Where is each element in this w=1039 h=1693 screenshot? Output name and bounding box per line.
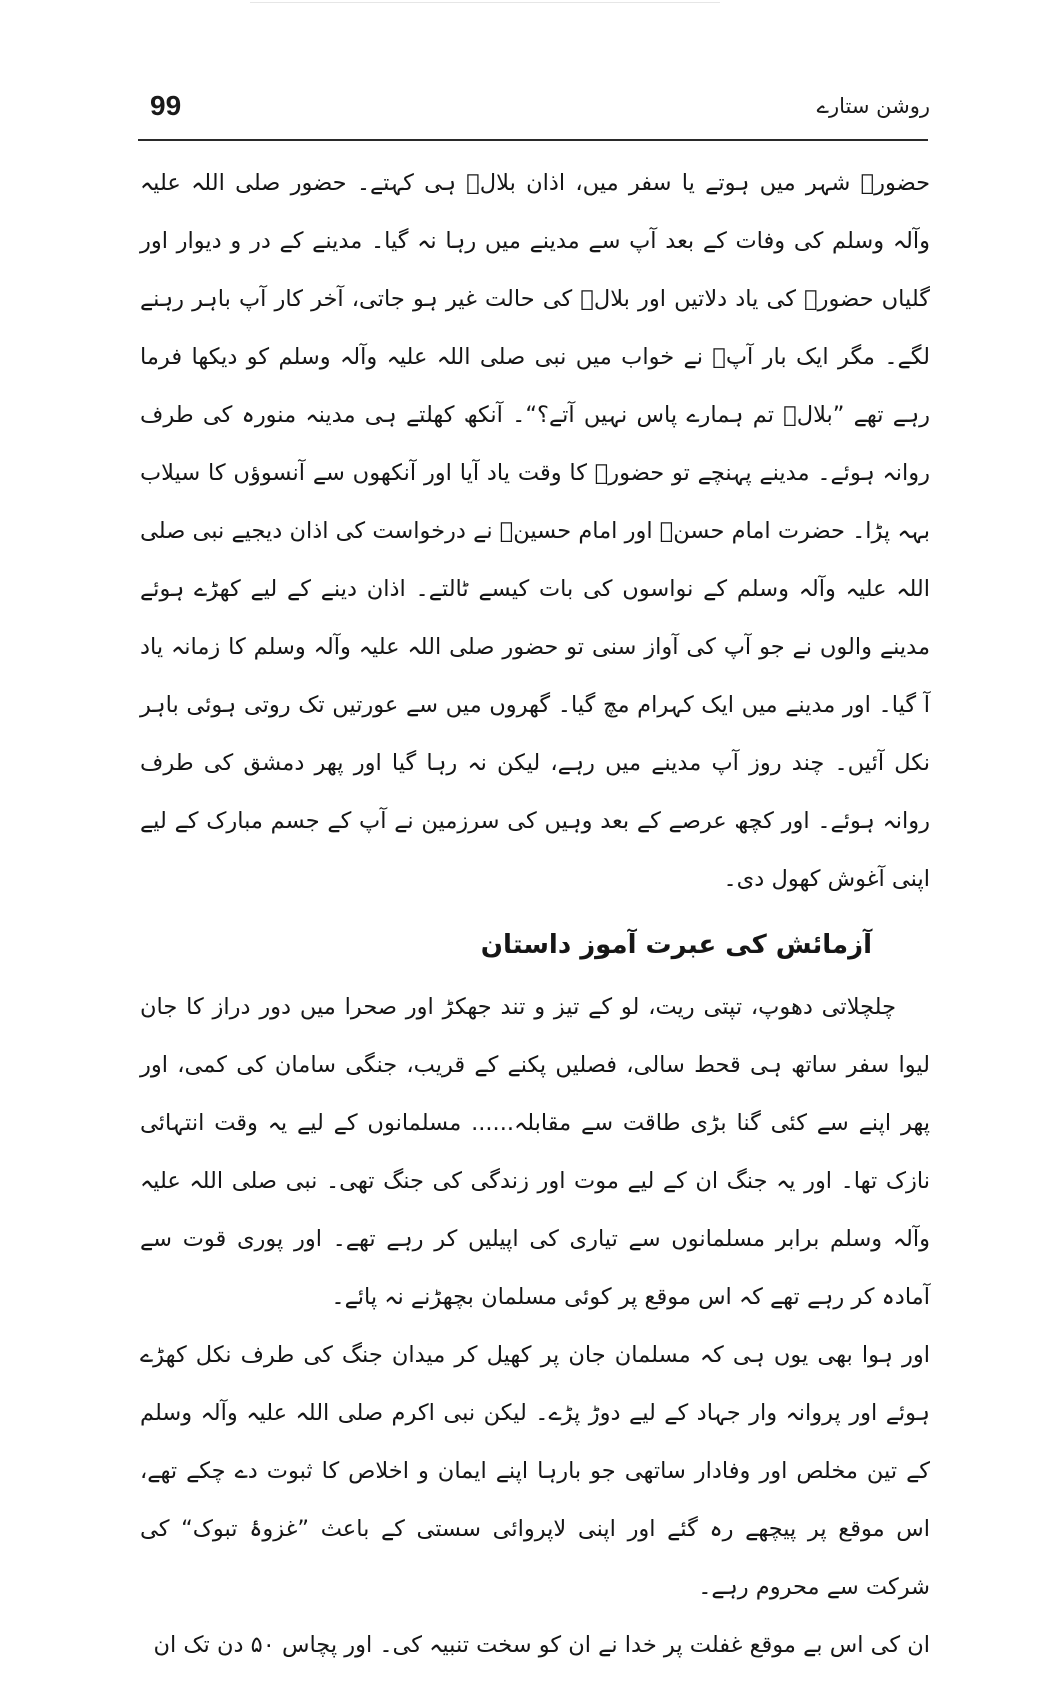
page-header bbox=[140, 90, 930, 138]
header-rule bbox=[138, 139, 928, 141]
section-heading: آزمائش کی عبرت آموز داستان bbox=[480, 930, 872, 960]
page-number: 99 bbox=[150, 90, 182, 121]
paragraph-tabuk-intro: چلچلاتی دھوپ، تپتی ریت، لو کے تیز و تند جھکڑ اور صحرا میں دور دراز کا جان لیوا سفر ساتھ ہی قحط سالی، فصلیں پکنے کے قریب، جنگی سامان کی کمی، اور پھر اپنے سے کئی گنا بڑی طاقت سے مقابلہ...... مسلمانوں کے لیے یہ وقت انتہائی نازک تھا۔ اور یہ جنگ ان کے لیے موت اور زندگی کی جنگ تھی۔ نبی صلی اللہ علیہ وآلہ وسلم برابر مسلمانوں سے تیاری کی اپیلیں کر رہے تھے۔ اور پوری قوت سے آمادہ کر رہے تھے کہ اس موقع پر کوئی مسلمان بچھڑنے نہ پائے۔ bbox=[140, 994, 930, 1310]
scan-edge-mark bbox=[250, 2, 720, 9]
paragraph-fifty-days: ان کی اس بے موقع غفلت پر خدا نے ان کو سخت تنبیہ کی۔ اور پچاس ۵۰ دن تک ان bbox=[153, 1632, 930, 1658]
paragraph-bilal: حضورؐ شہر میں ہوتے یا سفر میں، اذان بلالؓ ہی کہتے۔ حضور صلی اللہ علیہ وآلہ وسلم کی وفات کے بعد آپ سے مدینے میں رہا نہ گیا۔ مدینے کے در و دیوار اور گلیاں حضورؐ کی یاد دلاتیں اور بلالؓ کی حالت غیر ہو جاتی، آخر کار آپ باہر رہنے لگے۔ مگر ایک بار آپؓ نے خواب میں نبی صلی اللہ علیہ وآلہ وسلم کو دیکھا فرما رہے تھے ”بلالؓ تم ہمارے پاس نہیں آتے؟“۔ آنکھ کھلتے ہی مدینہ منورہ کی طرف روانہ ہوئے۔ مدینے پہنچے تو حضورؐ کا وقت یاد آیا اور آنکھوں سے آنسوؤں کا سیلاب بہہ پڑا۔ حضرت امام حسنؓ اور امام حسینؓ نے درخواست کی اذان دیجیے نبی صلی اللہ علیہ وآلہ وسلم کے نواسوں کی بات کیسے ٹالتے۔ اذان دینے کے لیے کھڑے ہوئے مدینے والوں نے جو آپ کی آواز سنی تو حضور صلی اللہ علیہ وآلہ وسلم کا زمانہ یاد آ گیا۔ اور مدینے میں ایک کہرام مچ گیا۔ گھروں میں سے عورتیں تک روتی ہوئی باہر نکل آئیں۔ چند روز آپ مدینے میں رہے، لیکن نہ رہا گیا اور پھر دمشق کی طرف روانہ ہوئے۔ اور کچھ عرصے کے بعد وہیں کی سرزمین نے آپ کے جسم مبارک کے لیے اپنی آغوش کھول دی۔ bbox=[140, 170, 930, 892]
paragraph-three-companions: اور ہوا بھی یوں ہی کہ مسلمان جان پر کھیل کر میدان جنگ کی طرف نکل کھڑے ہوئے اور پروانہ وار جہاد کے لیے دوڑ پڑے۔ لیکن نبی اکرم صلی اللہ علیہ وآلہ وسلم کے تین مخلص اور وفادار ساتھی جو بارہا اپنے ایمان و اخلاص کا ثبوت دے چکے تھے، اس موقع پر پیچھے رہ گئے اور اپنی لاپروائی سستی کے باعث ”غزوۂ تبوک“ کی شرکت سے محروم رہے۔ bbox=[140, 1342, 930, 1600]
running-title: روشن ستارے bbox=[816, 94, 930, 118]
body-text bbox=[140, 154, 930, 1674]
